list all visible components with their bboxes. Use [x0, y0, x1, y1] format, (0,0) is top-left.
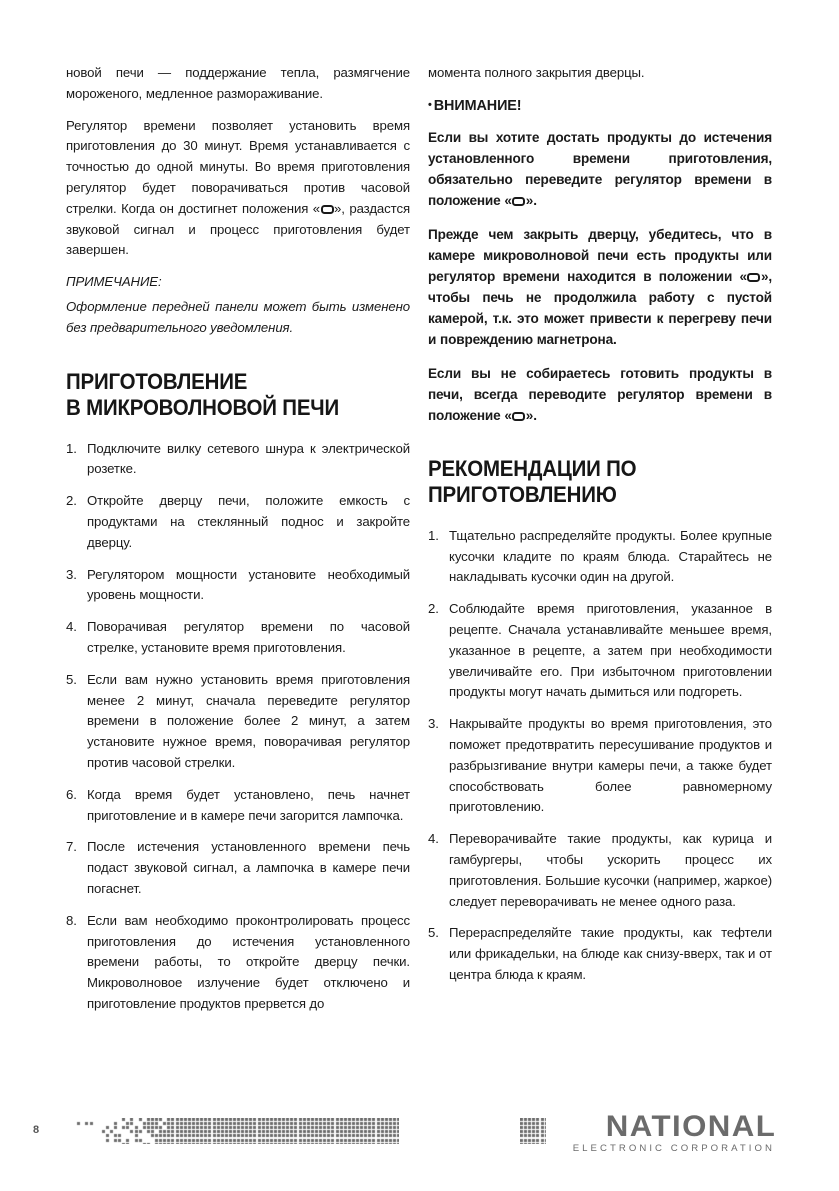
list-item-number: 5.: [428, 925, 439, 941]
stop-position-icon: [512, 197, 525, 206]
list-item: [428, 829, 772, 912]
cooking-steps-list: [66, 439, 410, 1015]
stop-position-icon: [512, 412, 525, 421]
list-item: [66, 491, 410, 553]
heading-line-2: В МИКРОВОЛНОВОЙ ПЕЧИ: [66, 394, 339, 420]
list-item: [428, 599, 772, 703]
warning-2-part1: Прежде чем закрыть дверцу, убедитесь, что в камере микроволновой печи есть продукты или регулятор времени находится в положении «: [428, 226, 772, 284]
list-item-number: 5.: [66, 671, 77, 687]
list-item-number: 2.: [66, 493, 77, 509]
list-item: [66, 837, 410, 899]
warning-heading-text: ВНИМАНИЕ!: [433, 97, 522, 114]
list-item-number: 6.: [66, 786, 77, 802]
warning-3-part2: ».: [525, 407, 537, 423]
decorative-dither-block: [520, 1118, 546, 1144]
page-footer: [0, 1103, 839, 1191]
paragraph-timer-description: [66, 116, 410, 262]
right-column: [428, 63, 772, 1103]
left-column: [66, 63, 410, 1103]
list-item-text: Откройте дверцу печи, положите емкость с продуктами на стеклянный поднос и закройте дверцу.: [87, 493, 410, 550]
list-item: [66, 439, 410, 481]
list-item-number: 2.: [428, 601, 439, 617]
list-item-text: Переворачивайте такие продукты, как курица и гамбургеры, чтобы ускорить процесс их приготовления. Большие кусочки (например, жаркое) следует переворачивать не менее одного раза.: [449, 831, 772, 909]
stop-position-icon: [321, 205, 334, 214]
heading-line-1: ПРИГОТОВЛЕНИЕ: [66, 368, 248, 394]
warning-paragraph-3: [428, 363, 772, 426]
warning-1-part2: ».: [525, 192, 537, 208]
decorative-dither-band: [69, 1118, 399, 1144]
decorative-dither-block-canvas: [520, 1118, 546, 1144]
list-item-text: Регулятором мощности установите необходимый уровень мощности.: [87, 566, 410, 603]
warning-paragraph-1: [428, 127, 772, 211]
note-label: ПРИМЕЧАНИЕ:: [66, 274, 162, 290]
warning-1-part1: Если вы хотите достать продукты до истечения установленного времени приготовления, обязательно переведите регулятор времени в положение «: [428, 129, 772, 208]
list-item-text: Если вам нужно установить время приготовления менее 2 минут, сначала переведите регулятор времени в положение более 2 минут, а затем установите нужное время, поворачивая регулятор против часовой стрелки.: [87, 671, 410, 770]
stop-position-icon: [747, 273, 760, 282]
list-item-number: 3.: [428, 716, 439, 732]
bullet-icon: •: [428, 98, 432, 111]
list-item-text: Если вам необходимо проконтролировать процесс приготовления до истечения установленного времени работы, то откройте дверцу печки. Микроволновое излучение будет отключено и приготовление продуктов прервется до: [87, 912, 410, 1011]
list-item-text: После истечения установленного времени печь подаст звуковой сигнал, а лампочка в камере печи погаснет.: [87, 839, 410, 896]
warning-2-part2: », чтобы печь не продолжила работу с пустой камерой, т.к. это может привести к перегреву печи и повреждению магнетрона.: [428, 268, 772, 347]
list-item-number: 4.: [66, 619, 77, 635]
page-number: 8: [33, 1124, 40, 1136]
list-item-number: 8.: [66, 912, 77, 928]
paragraph-continuation: новой печи — поддержание тепла, размягчение мороженого, медленное размораживание.: [66, 65, 410, 101]
warning-paragraph-2: [428, 224, 772, 350]
list-item-number: 7.: [66, 839, 77, 855]
paragraph-timer-part2: », раздастся звуковой сигнал и процесс приготовления будет завершен.: [66, 200, 410, 258]
heading-cooking-in-microwave: [66, 369, 386, 421]
list-item-text: Подключите вилку сетевого шнура к электрической розетке.: [87, 440, 410, 477]
heading-line-1: РЕКОМЕНДАЦИИ ПО: [428, 455, 637, 481]
list-item-text: Перераспределяйте такие продукты, как тефтели или фрикадельки, на блюде как снизу-вверх, так и от центра блюда к краям.: [449, 925, 772, 982]
warning-heading: [428, 95, 772, 116]
list-item: [66, 565, 410, 607]
recommendation-steps-list: [428, 526, 772, 986]
warning-3-part1: Если вы не собираетесь готовить продукты в печи, всегда переводите регулятор времени в положение «: [428, 365, 772, 423]
list-item-number: 1.: [66, 440, 77, 456]
list-item: [428, 923, 772, 985]
heading-cooking-recommendations: [428, 456, 748, 508]
list-item-text: Накрывайте продукты во время приготовления, это поможет предотвратить пересушивание продуктов и разбрызгивание внутри камеры печи, а также будет способствовать более равномерному приготовлению.: [449, 716, 772, 815]
list-item-text: Когда время будет установлено, печь начнет приготовление и в камере печи загорится лампочка.: [87, 786, 410, 823]
logo-tagline-text: ELECTRONIC CORPORATION: [572, 1143, 775, 1154]
list-item: [66, 911, 410, 1015]
paragraph-continuation-right: момента полного закрытия дверцы.: [428, 65, 645, 80]
national-logo: [573, 1111, 776, 1155]
list-item-text: Тщательно распределяйте продукты. Более крупные кусочки кладите по краям блюда. Старайтесь не накладывать кусочки один на другой.: [449, 527, 772, 585]
paragraph-timer-part1: Регулятор времени позволяет установить время приготовления до 30 минут. Время устанавливается с точностью до одной минуты. Во время приготовления регулятор будет поворачиваться против часовой стрелки. Когда он достигнет положения «: [66, 117, 410, 216]
note-body: Оформление передней панели может быть изменено без предварительного уведомления.: [66, 298, 410, 335]
list-item: [428, 526, 772, 588]
list-item: [66, 617, 410, 659]
two-column-body: [66, 63, 773, 1103]
heading-line-2: ПРИГОТОВЛЕНИЮ: [428, 481, 617, 507]
list-item-number: 4.: [428, 831, 439, 847]
list-item: [66, 785, 410, 827]
list-item-text: Соблюдайте время приготовления, указанное в рецепте. Сначала устанавливайте меньшее время, указанное в рецепте, а затем при необходимости увеличивайте его. При избыточном приготовлении продукты могут начать дымиться или подгореть.: [449, 601, 772, 700]
list-item: [66, 670, 410, 774]
list-item: [428, 714, 772, 818]
list-item-number: 3.: [66, 566, 77, 582]
list-item-number: 1.: [428, 527, 439, 543]
list-item-text: Поворачивая регулятор времени по часовой стрелке, установите время приготовления.: [87, 619, 410, 655]
logo-brand-text: NATIONAL: [605, 1110, 776, 1143]
